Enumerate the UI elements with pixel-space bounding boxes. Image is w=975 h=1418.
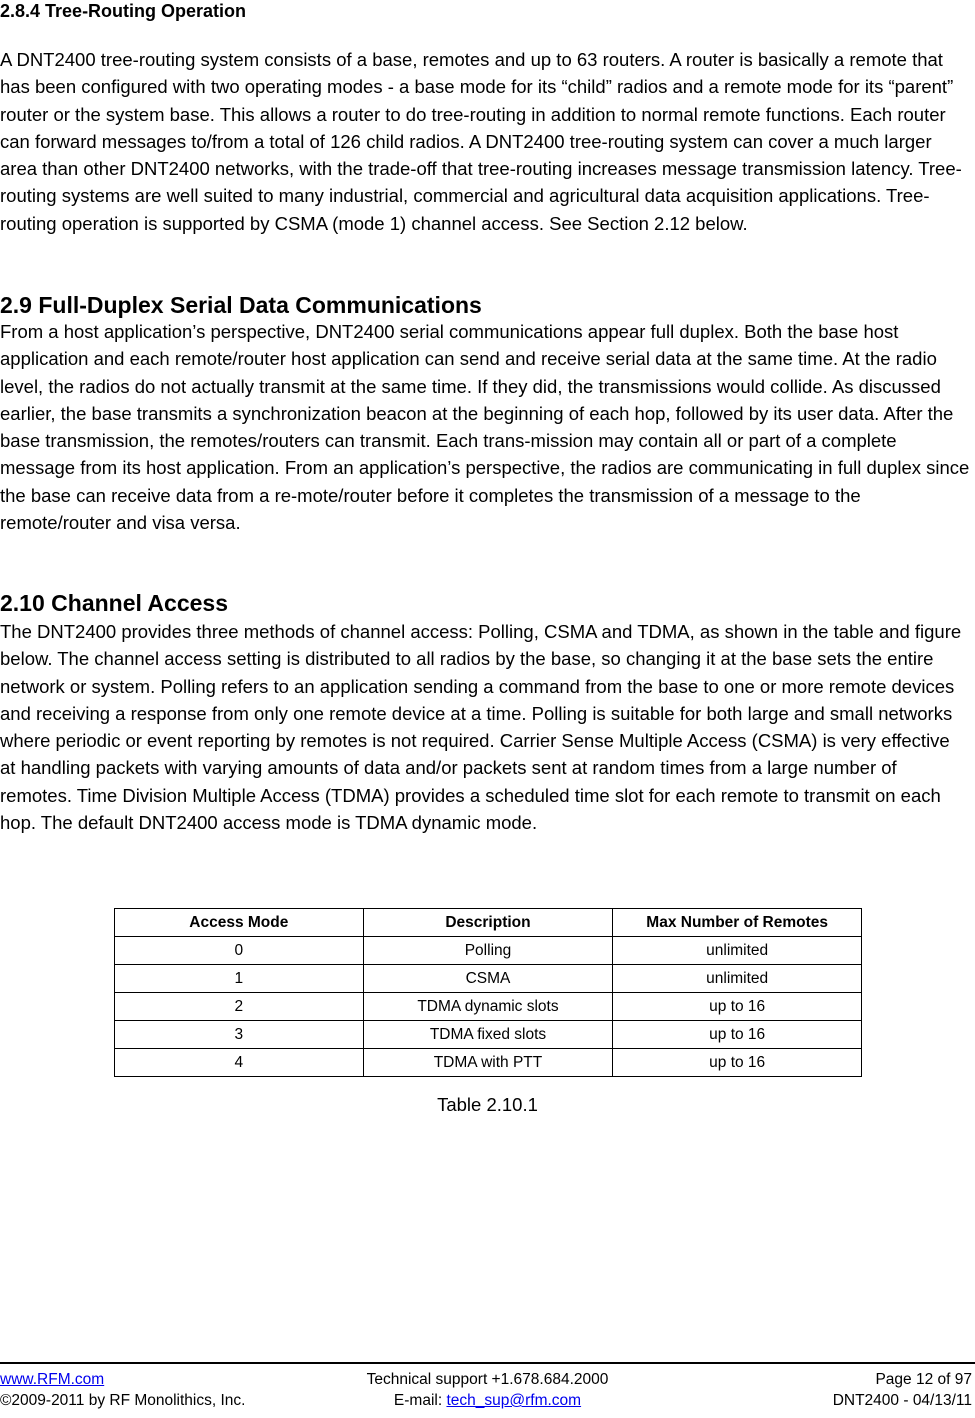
heading-2-9: 2.9 Full-Duplex Serial Data Communications xyxy=(0,292,482,318)
cell-access-mode: 2 xyxy=(115,993,364,1021)
paragraph-channel-access: The DNT2400 provides three methods of channel access: Polling, CSMA and TDMA, as shown in the table and figure below. The channel access setting is distributed to all radios by the base, so changing it at the base sets the entire network or system. Polling refers to an application sending a command from the base to one or more remote devices and receiving a response from only one remote device at a time. Polling is suitable for both large and small networks where periodic or event reporting by remotes is not required. Carrier Sense Multiple Access (CSMA) is very effective at handling packets with varying amounts of data and/or packets sent at random times from a large number of remotes. Time Division Multiple Access (TDMA) provides a scheduled time slot for each remote to transmit on each hop. The default DNT2400 access mode is TDMA dynamic mode. xyxy=(0,621,962,834)
heading-2-8-4: 2.8.4 Tree-Routing Operation xyxy=(0,1,247,21)
cell-max-remotes: unlimited xyxy=(613,937,862,965)
cell-description: TDMA with PTT xyxy=(363,1049,613,1077)
paragraph-tree-routing: A DNT2400 tree-routing system consists of a base, remotes and up to 63 routers. A router is basically a remote that has been configured with two operating modes - a base mode for its “child” radios and a remote mode for its “parent” router or the system base. This allows a router to do tree-routing in addition to normal remote functions. Each router can forward messages to/from a total of 126 child radios. A DNT2400 tree-routing system can cover a much larger area than other DNT2400 networks, with the trade-off that tree-routing increases message transmission latency. Tree-routing systems are well suited to many industrial, commercial and agricultural data acquisition applications. Tree-routing operation is supported by CSMA (mode 1) channel access. See Section 2.12 below. xyxy=(0,49,962,234)
footer-divider xyxy=(0,1362,975,1364)
paragraph-full-duplex: From a host application’s perspective, DNT2400 serial communications appear full duplex. Both the base host application and each remote/router host application can send and receive serial data at the same time. At the radio level, the radios do not actually transmit at the same time. If they did, the transmissions would collide. As discussed earlier, the base transmits a synchronization beacon at the beginning of each hop, followed by its user data. After the base transmission, the remotes/routers can transmit. Each trans-mission may contain all or part of a complete message from its host application. From an application’s perspective, the radios are communicating in full duplex since the base can receive data from a re-mote/router before it completes the transmission of a message to the remote/router and visa versa. xyxy=(0,321,970,534)
email-link[interactable]: tech_sup@rfm.com xyxy=(446,1392,582,1409)
cell-max-remotes: up to 16 xyxy=(613,1049,862,1077)
table-header-row xyxy=(115,909,862,937)
column-header-access-mode: Access Mode xyxy=(115,909,364,937)
cell-max-remotes: up to 16 xyxy=(613,1021,862,1049)
cell-description: TDMA dynamic slots xyxy=(363,993,613,1021)
website-link[interactable]: www.RFM.com xyxy=(0,1371,105,1388)
cell-access-mode: 0 xyxy=(115,937,364,965)
cell-max-remotes: unlimited xyxy=(613,965,862,993)
page-number: Page 12 of 97 xyxy=(875,1371,972,1388)
cell-access-mode: 4 xyxy=(115,1049,364,1077)
heading-2-10: 2.10 Channel Access xyxy=(0,590,228,616)
cell-description: CSMA xyxy=(363,965,613,993)
table-row xyxy=(115,965,862,993)
support-email xyxy=(0,1390,975,1411)
page-footer xyxy=(0,1369,975,1411)
table-caption: Table 2.10.1 xyxy=(437,1094,538,1115)
support-phone: Technical support +1.678.684.2000 xyxy=(366,1371,609,1388)
copyright: ©2009-2011 by RF Monolithics, Inc. xyxy=(0,1392,246,1409)
cell-description: TDMA fixed slots xyxy=(363,1021,613,1049)
email-label: E-mail: xyxy=(393,1392,447,1409)
cell-access-mode: 1 xyxy=(115,965,364,993)
cell-access-mode: 3 xyxy=(115,1021,364,1049)
column-header-max-remotes: Max Number of Remotes xyxy=(613,909,862,937)
cell-description: Polling xyxy=(363,937,613,965)
cell-max-remotes: up to 16 xyxy=(613,993,862,1021)
table-row xyxy=(115,937,862,965)
column-header-description: Description xyxy=(363,909,613,937)
table-row xyxy=(115,993,862,1021)
document-id: DNT2400 - 04/13/11 xyxy=(832,1392,972,1409)
table-row xyxy=(115,1049,862,1077)
table-row xyxy=(115,1021,862,1049)
access-mode-table xyxy=(114,908,862,1077)
